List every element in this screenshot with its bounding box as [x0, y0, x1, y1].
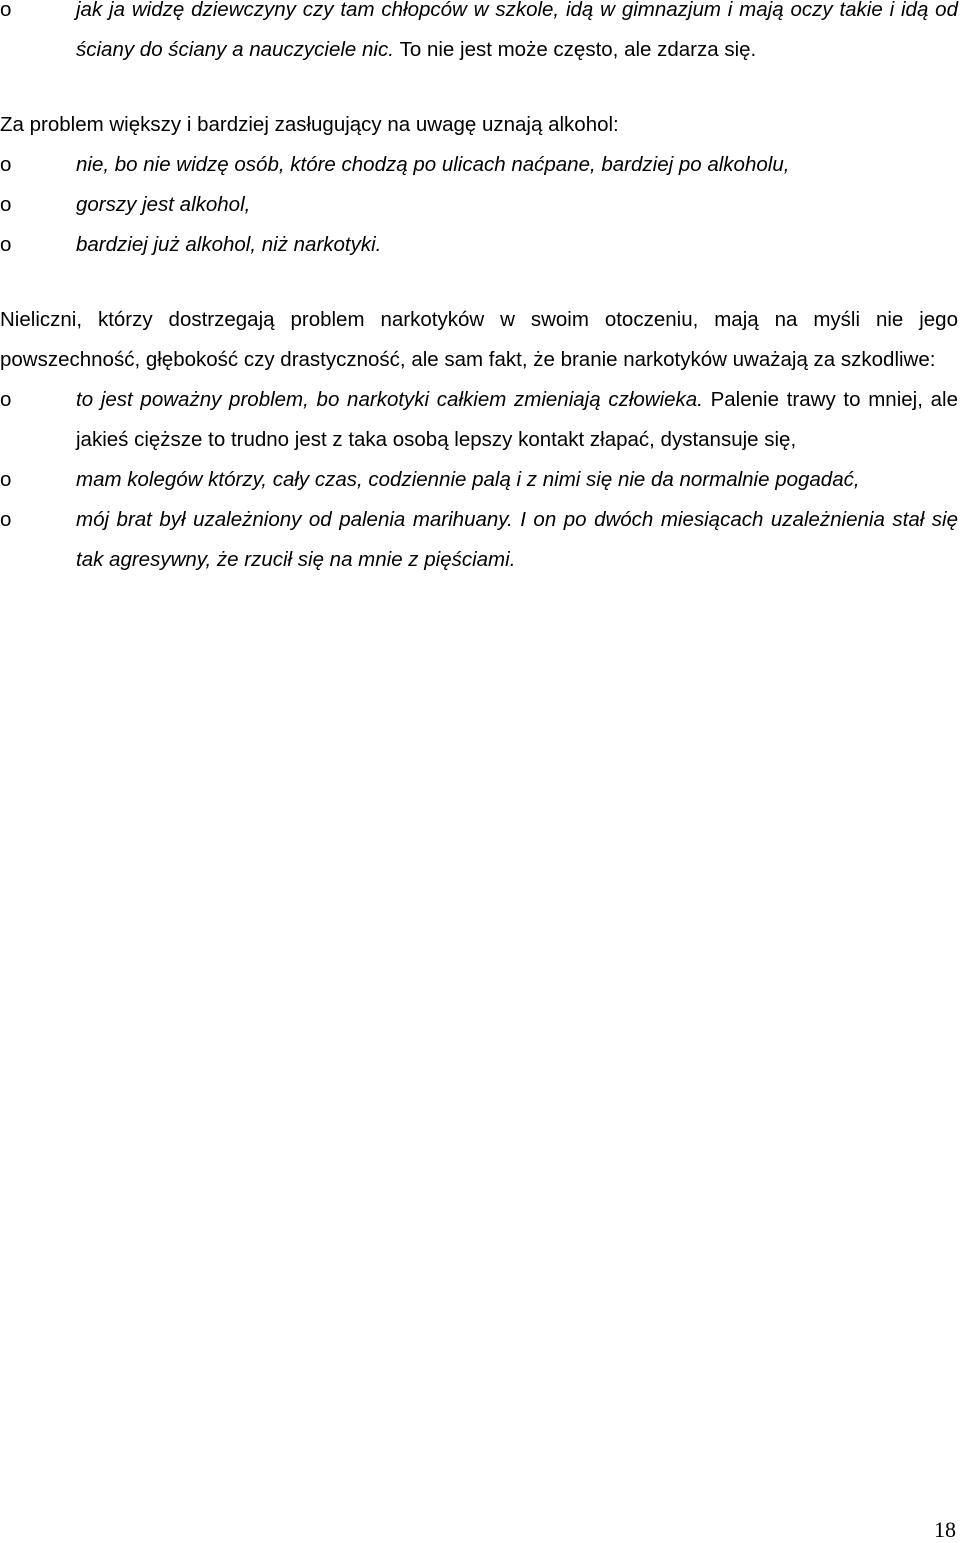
list-drugs [0, 380, 958, 580]
list-item [0, 0, 958, 70]
document-page [0, 0, 958, 580]
list-item-text: mam kolegów którzy, cały czas, codziennie palą i z nimi się nie da normalnie pogadać, [76, 468, 860, 491]
list-item [0, 380, 958, 460]
bullet-icon: o [0, 508, 12, 531]
list-item-text-upright: Palenie trawy to mniej, ale jakieś cięższe to trudno jest z taka osobą lepszy kontakt złapać, dystansuje się, [76, 388, 958, 451]
list-continued [0, 0, 958, 70]
bullet-icon: o [0, 153, 12, 176]
bullet-icon: o [0, 468, 12, 491]
list-item-text: nie, bo nie widzę osób, które chodzą po ulicach naćpane, bardziej po alkoholu, [76, 153, 790, 176]
list-item-text: gorszy jest alkohol, [76, 193, 251, 216]
list-item [0, 225, 958, 265]
bullet-icon: o [0, 388, 12, 411]
list-item [0, 460, 958, 500]
bullet-icon: o [0, 193, 12, 216]
list-item [0, 145, 958, 185]
list-item-text-upright: To nie jest może często, ale zdarza się. [399, 38, 757, 61]
list-item [0, 185, 958, 225]
paragraph-drugs: Nieliczni, którzy dostrzegają problem narkotyków w swoim otoczeniu, mają na myśli nie jego powszechność, głębokość czy drastyczność, ale sam fakt, że branie narkotyków uważają za szkodliwe: [0, 308, 958, 371]
list-item-text: jak ja widzę dziewczyny czy tam chłopców w szkole, idą w gimnazjum i mają oczy takie i idą od ściany do ściany a nauczyciele nic. [76, 0, 958, 61]
paragraph-alcohol: Za problem większy i bardziej zasługujący na uwagę uznają alkohol: [0, 113, 619, 136]
list-item [0, 500, 958, 580]
bullet-icon: o [0, 233, 12, 256]
list-item-text: mój brat był uzależniony od palenia marihuany. I on po dwóch miesiącach uzależnienia stał się tak agresywny, że rzucił się na mnie z pięściami. [76, 508, 958, 571]
page-number: 18 [934, 1517, 956, 1542]
bullet-icon: o [0, 0, 12, 21]
list-alcohol [0, 145, 958, 265]
list-item-text: bardziej już alkohol, niż narkotyki. [76, 233, 382, 256]
list-item-text: to jest poważny problem, bo narkotyki całkiem zmieniają człowieka. [76, 388, 711, 411]
